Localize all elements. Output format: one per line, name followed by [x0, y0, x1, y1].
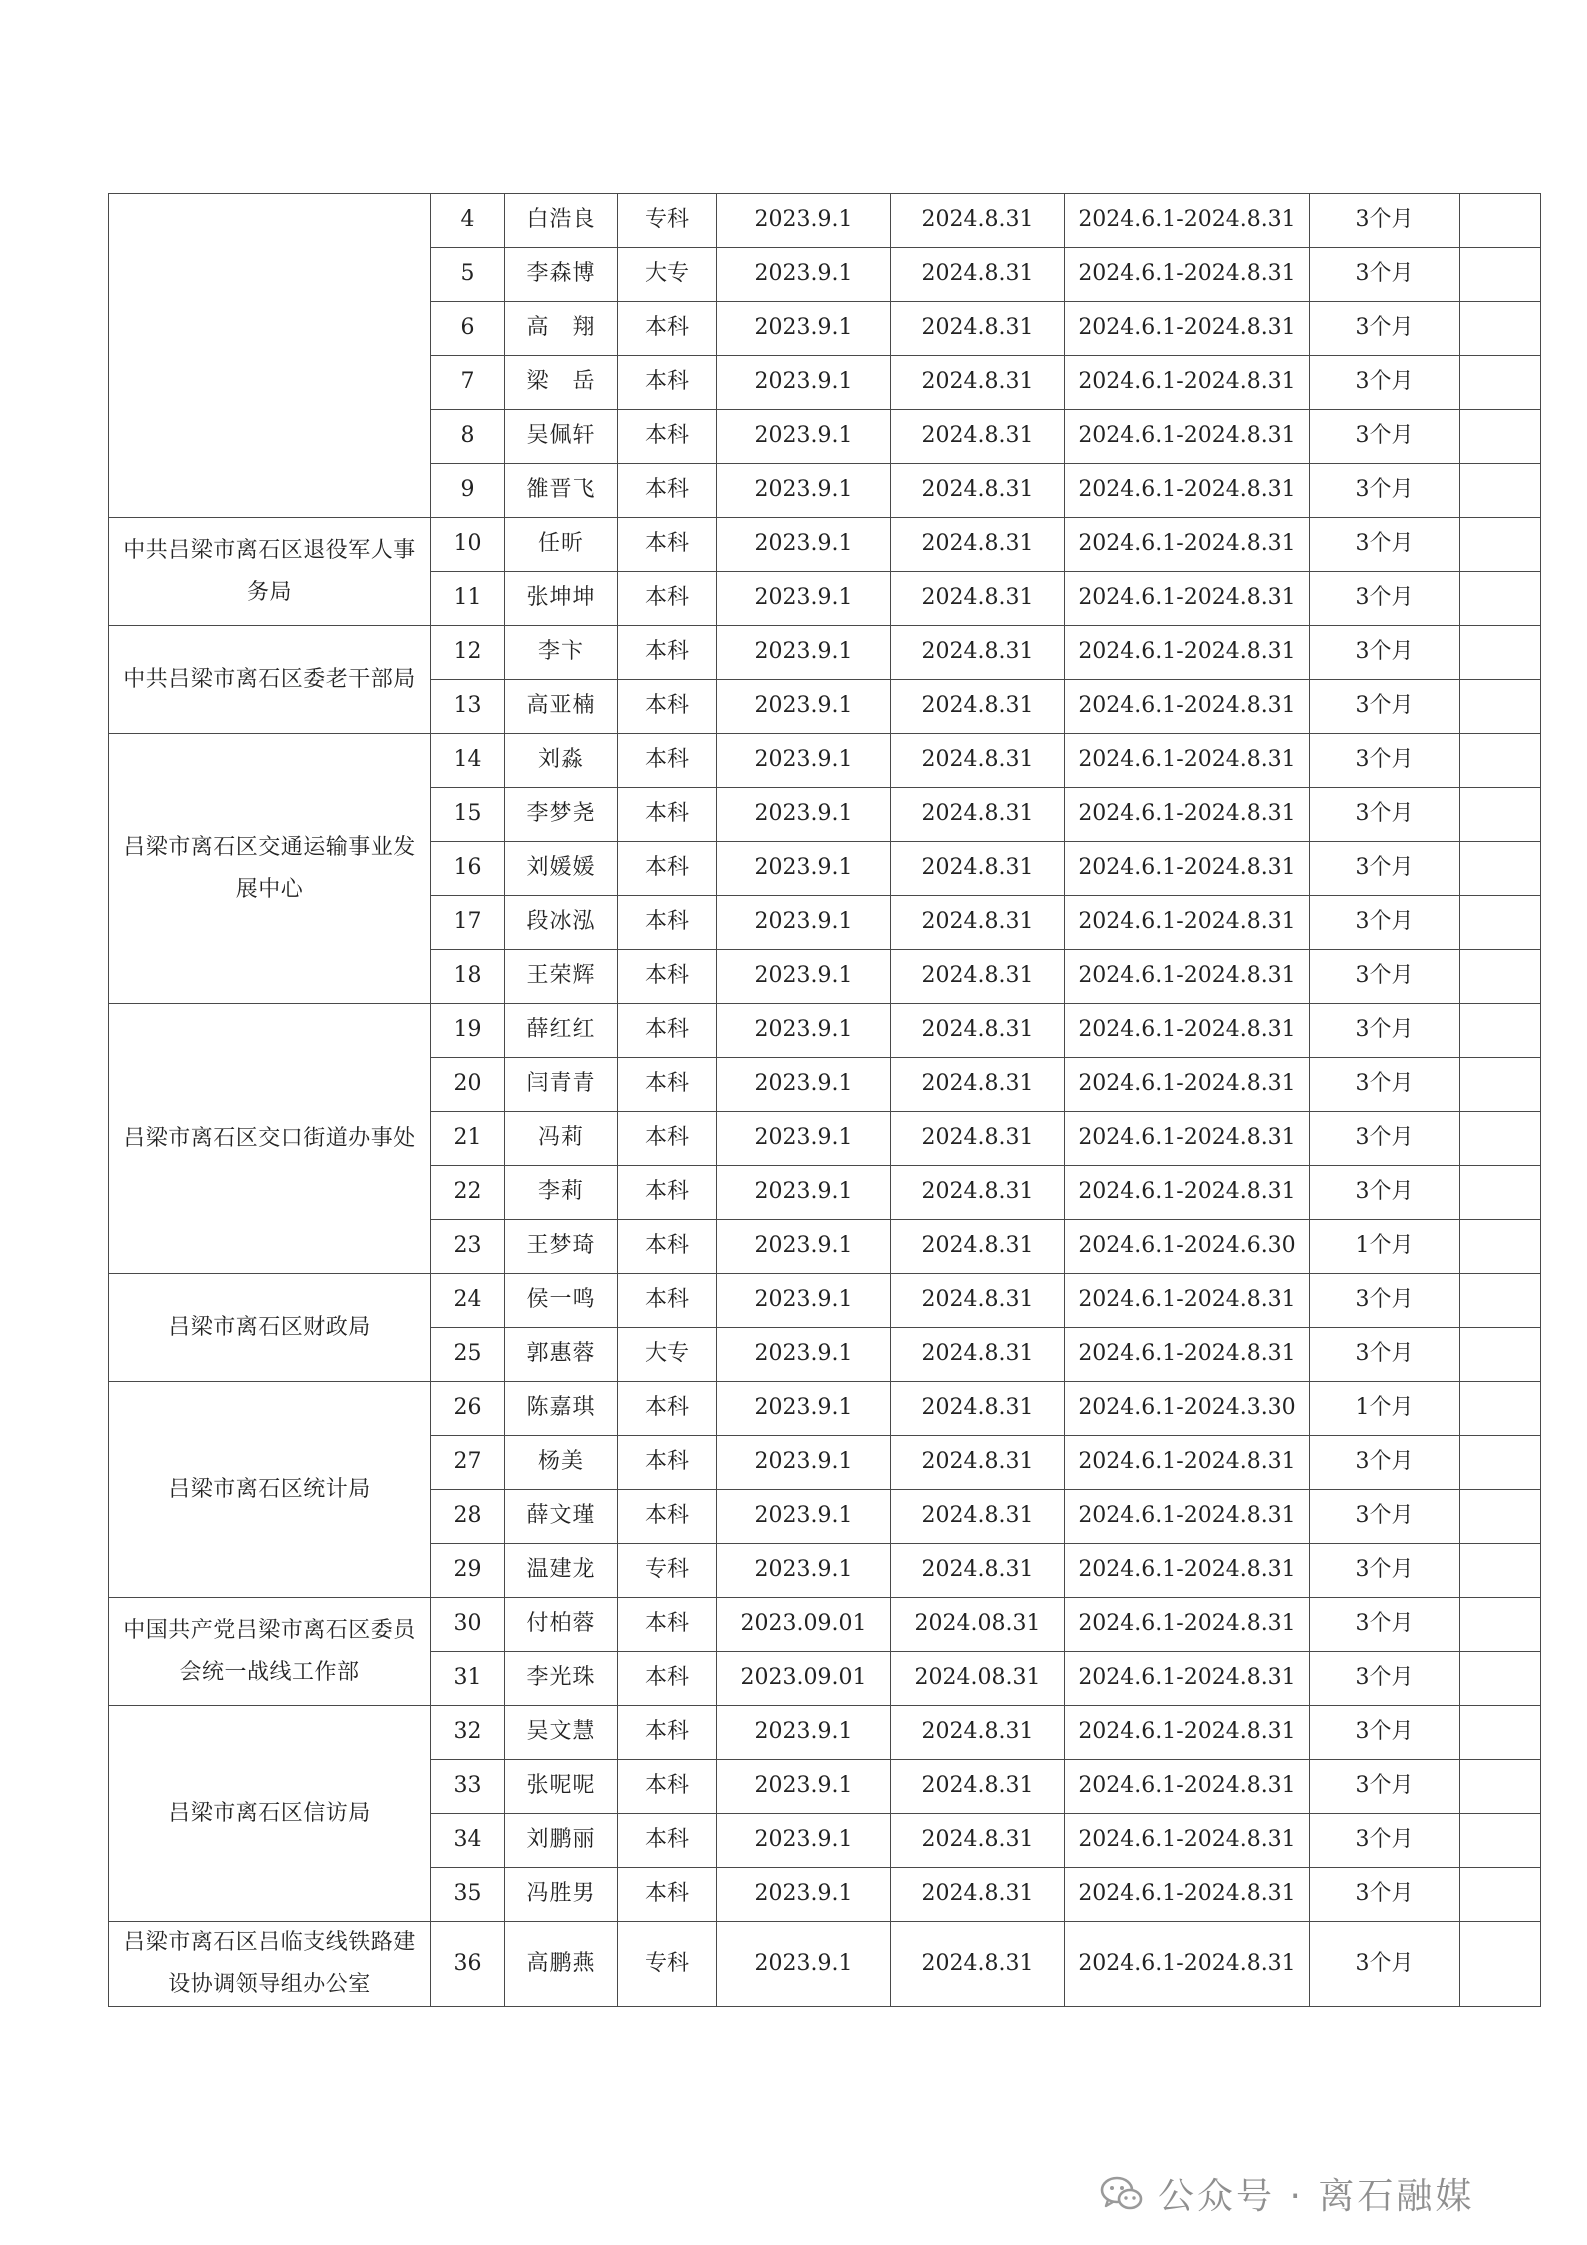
serial-cell: 36	[431, 1922, 505, 2007]
end-date-cell: 2024.8.31	[891, 194, 1065, 248]
start-date-cell: 2023.9.1	[717, 410, 891, 464]
months-cell: 3个月	[1310, 896, 1460, 950]
table-row	[109, 734, 1541, 788]
education-cell: 本科	[618, 788, 717, 842]
note-cell	[1460, 194, 1541, 248]
start-date-cell: 2023.9.1	[717, 356, 891, 410]
education-cell: 本科	[618, 1598, 717, 1652]
end-date-cell: 2024.8.31	[891, 1544, 1065, 1598]
table-row	[109, 626, 1541, 680]
start-date-cell: 2023.09.01	[717, 1598, 891, 1652]
end-date-cell: 2024.8.31	[891, 1328, 1065, 1382]
months-cell: 1个月	[1310, 1220, 1460, 1274]
start-date-cell: 2023.9.1	[717, 1274, 891, 1328]
serial-cell: 10	[431, 518, 505, 572]
education-cell: 本科	[618, 1274, 717, 1328]
subsidy-period-cell: 2024.6.1-2024.8.31	[1065, 1814, 1310, 1868]
education-cell: 本科	[618, 1436, 717, 1490]
months-cell: 3个月	[1310, 464, 1460, 518]
serial-cell: 16	[431, 842, 505, 896]
months-cell: 3个月	[1310, 410, 1460, 464]
serial-cell: 34	[431, 1814, 505, 1868]
start-date-cell: 2023.9.1	[717, 1922, 891, 2007]
serial-cell: 18	[431, 950, 505, 1004]
name-cell: 刘媛媛	[505, 842, 618, 896]
serial-cell: 32	[431, 1706, 505, 1760]
education-cell: 本科	[618, 626, 717, 680]
education-cell: 本科	[618, 1760, 717, 1814]
subsidy-period-cell: 2024.6.1-2024.3.30	[1065, 1382, 1310, 1436]
months-cell: 3个月	[1310, 1436, 1460, 1490]
education-cell: 本科	[618, 518, 717, 572]
note-cell	[1460, 1652, 1541, 1706]
end-date-cell: 2024.8.31	[891, 302, 1065, 356]
end-date-cell: 2024.8.31	[891, 410, 1065, 464]
note-cell	[1460, 1004, 1541, 1058]
months-cell: 3个月	[1310, 1598, 1460, 1652]
education-cell: 大专	[618, 1328, 717, 1382]
watermark	[1100, 2168, 1474, 2219]
end-date-cell: 2024.8.31	[891, 680, 1065, 734]
name-cell: 白浩良	[505, 194, 618, 248]
subsidy-period-cell: 2024.6.1-2024.8.31	[1065, 1274, 1310, 1328]
name-cell: 李光珠	[505, 1652, 618, 1706]
start-date-cell: 2023.9.1	[717, 1112, 891, 1166]
education-cell: 专科	[618, 194, 717, 248]
education-cell: 本科	[618, 734, 717, 788]
table-row	[109, 1004, 1541, 1058]
subsidy-period-cell: 2024.6.1-2024.8.31	[1065, 1004, 1310, 1058]
watermark-text: 公众号 · 离石融媒	[1158, 2176, 1475, 2217]
months-cell: 3个月	[1310, 518, 1460, 572]
end-date-cell: 2024.8.31	[891, 1490, 1065, 1544]
subsidy-period-cell: 2024.6.1-2024.8.31	[1065, 1652, 1310, 1706]
start-date-cell: 2023.9.1	[717, 1166, 891, 1220]
name-cell: 王荣辉	[505, 950, 618, 1004]
serial-cell: 17	[431, 896, 505, 950]
name-cell: 薛红红	[505, 1004, 618, 1058]
wechat-icon	[1100, 2175, 1144, 2213]
months-cell: 3个月	[1310, 1544, 1460, 1598]
note-cell	[1460, 464, 1541, 518]
end-date-cell: 2024.8.31	[891, 464, 1065, 518]
name-cell: 陈嘉琪	[505, 1382, 618, 1436]
note-cell	[1460, 1382, 1541, 1436]
unit-cell: 中国共产党吕梁市离石区委员会统一战线工作部	[109, 1598, 431, 1706]
note-cell	[1460, 1112, 1541, 1166]
internship-table	[108, 193, 1541, 2007]
unit-cell: 中共吕梁市离石区退役军人事务局	[109, 518, 431, 626]
name-cell: 段冰泓	[505, 896, 618, 950]
name-cell: 吴佩轩	[505, 410, 618, 464]
serial-cell: 29	[431, 1544, 505, 1598]
subsidy-period-cell: 2024.6.1-2024.8.31	[1065, 1490, 1310, 1544]
education-cell: 本科	[618, 1166, 717, 1220]
months-cell: 3个月	[1310, 356, 1460, 410]
education-cell: 本科	[618, 1112, 717, 1166]
start-date-cell: 2023.9.1	[717, 1328, 891, 1382]
months-cell: 3个月	[1310, 572, 1460, 626]
end-date-cell: 2024.8.31	[891, 950, 1065, 1004]
start-date-cell: 2023.9.1	[717, 1544, 891, 1598]
months-cell: 3个月	[1310, 626, 1460, 680]
note-cell	[1460, 626, 1541, 680]
name-cell: 郭惠蓉	[505, 1328, 618, 1382]
subsidy-period-cell: 2024.6.1-2024.8.31	[1065, 1868, 1310, 1922]
serial-cell: 22	[431, 1166, 505, 1220]
end-date-cell: 2024.8.31	[891, 1112, 1065, 1166]
serial-cell: 31	[431, 1652, 505, 1706]
end-date-cell: 2024.8.31	[891, 356, 1065, 410]
name-cell: 温建龙	[505, 1544, 618, 1598]
start-date-cell: 2023.9.1	[717, 248, 891, 302]
subsidy-period-cell: 2024.6.1-2024.8.31	[1065, 1706, 1310, 1760]
education-cell: 本科	[618, 1490, 717, 1544]
months-cell: 3个月	[1310, 248, 1460, 302]
table-row	[109, 1382, 1541, 1436]
subsidy-period-cell: 2024.6.1-2024.8.31	[1065, 734, 1310, 788]
serial-cell: 28	[431, 1490, 505, 1544]
unit-cell	[109, 194, 431, 518]
months-cell: 3个月	[1310, 1004, 1460, 1058]
name-cell: 高鹏燕	[505, 1922, 618, 2007]
start-date-cell: 2023.9.1	[717, 194, 891, 248]
end-date-cell: 2024.8.31	[891, 1382, 1065, 1436]
name-cell: 高 翔	[505, 302, 618, 356]
start-date-cell: 2023.9.1	[717, 842, 891, 896]
months-cell: 3个月	[1310, 950, 1460, 1004]
education-cell: 本科	[618, 680, 717, 734]
subsidy-period-cell: 2024.6.1-2024.8.31	[1065, 1112, 1310, 1166]
start-date-cell: 2023.9.1	[717, 1382, 891, 1436]
subsidy-period-cell: 2024.6.1-2024.8.31	[1065, 302, 1310, 356]
note-cell	[1460, 572, 1541, 626]
subsidy-period-cell: 2024.6.1-2024.8.31	[1065, 356, 1310, 410]
unit-cell: 吕梁市离石区吕临支线铁路建设协调领导组办公室	[109, 1922, 431, 2007]
start-date-cell: 2023.9.1	[717, 572, 891, 626]
unit-cell: 吕梁市离石区交通运输事业发展中心	[109, 734, 431, 1004]
education-cell: 本科	[618, 1382, 717, 1436]
education-cell: 本科	[618, 1220, 717, 1274]
start-date-cell: 2023.9.1	[717, 1868, 891, 1922]
serial-cell: 11	[431, 572, 505, 626]
note-cell	[1460, 518, 1541, 572]
start-date-cell: 2023.9.1	[717, 302, 891, 356]
subsidy-period-cell: 2024.6.1-2024.8.31	[1065, 1598, 1310, 1652]
note-cell	[1460, 410, 1541, 464]
name-cell: 雒晋飞	[505, 464, 618, 518]
end-date-cell: 2024.8.31	[891, 1004, 1065, 1058]
months-cell: 3个月	[1310, 1490, 1460, 1544]
start-date-cell: 2023.9.1	[717, 518, 891, 572]
name-cell: 张坤坤	[505, 572, 618, 626]
name-cell: 刘鹏丽	[505, 1814, 618, 1868]
education-cell: 本科	[618, 1814, 717, 1868]
education-cell: 本科	[618, 1652, 717, 1706]
start-date-cell: 2023.9.1	[717, 1058, 891, 1112]
subsidy-period-cell: 2024.6.1-2024.8.31	[1065, 626, 1310, 680]
end-date-cell: 2024.08.31	[891, 1652, 1065, 1706]
serial-cell: 20	[431, 1058, 505, 1112]
note-cell	[1460, 248, 1541, 302]
name-cell: 张呢呢	[505, 1760, 618, 1814]
name-cell: 李梦尧	[505, 788, 618, 842]
months-cell: 3个月	[1310, 734, 1460, 788]
note-cell	[1460, 842, 1541, 896]
start-date-cell: 2023.9.1	[717, 1436, 891, 1490]
end-date-cell: 2024.8.31	[891, 1274, 1065, 1328]
start-date-cell: 2023.9.1	[717, 896, 891, 950]
note-cell	[1460, 1922, 1541, 2007]
subsidy-period-cell: 2024.6.1-2024.8.31	[1065, 518, 1310, 572]
end-date-cell: 2024.8.31	[891, 626, 1065, 680]
months-cell: 1个月	[1310, 1382, 1460, 1436]
note-cell	[1460, 1706, 1541, 1760]
start-date-cell: 2023.9.1	[717, 1814, 891, 1868]
serial-cell: 19	[431, 1004, 505, 1058]
table-row	[109, 1274, 1541, 1328]
serial-cell: 5	[431, 248, 505, 302]
months-cell: 3个月	[1310, 1760, 1460, 1814]
note-cell	[1460, 1274, 1541, 1328]
subsidy-period-cell: 2024.6.1-2024.8.31	[1065, 410, 1310, 464]
serial-cell: 6	[431, 302, 505, 356]
serial-cell: 27	[431, 1436, 505, 1490]
note-cell	[1460, 1058, 1541, 1112]
end-date-cell: 2024.8.31	[891, 518, 1065, 572]
serial-cell: 14	[431, 734, 505, 788]
note-cell	[1460, 1328, 1541, 1382]
start-date-cell: 2023.9.1	[717, 1004, 891, 1058]
months-cell: 3个月	[1310, 680, 1460, 734]
education-cell: 专科	[618, 1922, 717, 2007]
unit-cell: 吕梁市离石区交口街道办事处	[109, 1004, 431, 1274]
serial-cell: 13	[431, 680, 505, 734]
name-cell: 冯胜男	[505, 1868, 618, 1922]
start-date-cell: 2023.9.1	[717, 950, 891, 1004]
note-cell	[1460, 788, 1541, 842]
start-date-cell: 2023.9.1	[717, 626, 891, 680]
note-cell	[1460, 734, 1541, 788]
end-date-cell: 2024.8.31	[891, 788, 1065, 842]
note-cell	[1460, 1166, 1541, 1220]
end-date-cell: 2024.08.31	[891, 1598, 1065, 1652]
subsidy-period-cell: 2024.6.1-2024.8.31	[1065, 896, 1310, 950]
start-date-cell: 2023.9.1	[717, 464, 891, 518]
serial-cell: 30	[431, 1598, 505, 1652]
serial-cell: 15	[431, 788, 505, 842]
subsidy-period-cell: 2024.6.1-2024.8.31	[1065, 464, 1310, 518]
unit-cell: 吕梁市离石区财政局	[109, 1274, 431, 1382]
table-row	[109, 518, 1541, 572]
months-cell: 3个月	[1310, 1112, 1460, 1166]
name-cell: 冯莉	[505, 1112, 618, 1166]
subsidy-period-cell: 2024.6.1-2024.8.31	[1065, 572, 1310, 626]
name-cell: 任昕	[505, 518, 618, 572]
education-cell: 专科	[618, 1544, 717, 1598]
months-cell: 3个月	[1310, 1868, 1460, 1922]
subsidy-period-cell: 2024.6.1-2024.6.30	[1065, 1220, 1310, 1274]
months-cell: 3个月	[1310, 788, 1460, 842]
months-cell: 3个月	[1310, 1706, 1460, 1760]
start-date-cell: 2023.9.1	[717, 680, 891, 734]
start-date-cell: 2023.9.1	[717, 1490, 891, 1544]
name-cell: 杨美	[505, 1436, 618, 1490]
note-cell	[1460, 1598, 1541, 1652]
serial-cell: 7	[431, 356, 505, 410]
end-date-cell: 2024.8.31	[891, 1058, 1065, 1112]
unit-cell: 吕梁市离石区信访局	[109, 1706, 431, 1922]
serial-cell: 21	[431, 1112, 505, 1166]
start-date-cell: 2023.9.1	[717, 1760, 891, 1814]
end-date-cell: 2024.8.31	[891, 896, 1065, 950]
serial-cell: 12	[431, 626, 505, 680]
education-cell: 大专	[618, 248, 717, 302]
name-cell: 李莉	[505, 1166, 618, 1220]
end-date-cell: 2024.8.31	[891, 842, 1065, 896]
table-row	[109, 1922, 1541, 2007]
education-cell: 本科	[618, 1868, 717, 1922]
note-cell	[1460, 1436, 1541, 1490]
education-cell: 本科	[618, 572, 717, 626]
table-body	[109, 194, 1541, 2007]
subsidy-period-cell: 2024.6.1-2024.8.31	[1065, 1328, 1310, 1382]
name-cell: 吴文慧	[505, 1706, 618, 1760]
name-cell: 薛文瑾	[505, 1490, 618, 1544]
subsidy-period-cell: 2024.6.1-2024.8.31	[1065, 788, 1310, 842]
note-cell	[1460, 1220, 1541, 1274]
education-cell: 本科	[618, 896, 717, 950]
months-cell: 3个月	[1310, 1922, 1460, 2007]
name-cell: 王梦琦	[505, 1220, 618, 1274]
start-date-cell: 2023.9.1	[717, 1706, 891, 1760]
education-cell: 本科	[618, 1058, 717, 1112]
education-cell: 本科	[618, 410, 717, 464]
serial-cell: 35	[431, 1868, 505, 1922]
name-cell: 闫青青	[505, 1058, 618, 1112]
note-cell	[1460, 1760, 1541, 1814]
end-date-cell: 2024.8.31	[891, 734, 1065, 788]
months-cell: 3个月	[1310, 842, 1460, 896]
start-date-cell: 2023.9.1	[717, 734, 891, 788]
end-date-cell: 2024.8.31	[891, 572, 1065, 626]
end-date-cell: 2024.8.31	[891, 1166, 1065, 1220]
subsidy-period-cell: 2024.6.1-2024.8.31	[1065, 1166, 1310, 1220]
serial-cell: 24	[431, 1274, 505, 1328]
education-cell: 本科	[618, 1004, 717, 1058]
subsidy-period-cell: 2024.6.1-2024.8.31	[1065, 842, 1310, 896]
subsidy-period-cell: 2024.6.1-2024.8.31	[1065, 680, 1310, 734]
subsidy-period-cell: 2024.6.1-2024.8.31	[1065, 1058, 1310, 1112]
subsidy-period-cell: 2024.6.1-2024.8.31	[1065, 1760, 1310, 1814]
name-cell: 李卞	[505, 626, 618, 680]
serial-cell: 8	[431, 410, 505, 464]
name-cell: 李森博	[505, 248, 618, 302]
months-cell: 3个月	[1310, 1058, 1460, 1112]
education-cell: 本科	[618, 950, 717, 1004]
end-date-cell: 2024.8.31	[891, 1922, 1065, 2007]
start-date-cell: 2023.9.1	[717, 788, 891, 842]
subsidy-period-cell: 2024.6.1-2024.8.31	[1065, 1544, 1310, 1598]
serial-cell: 26	[431, 1382, 505, 1436]
months-cell: 3个月	[1310, 1652, 1460, 1706]
serial-cell: 25	[431, 1328, 505, 1382]
unit-cell: 吕梁市离石区统计局	[109, 1382, 431, 1598]
note-cell	[1460, 1814, 1541, 1868]
note-cell	[1460, 1490, 1541, 1544]
serial-cell: 4	[431, 194, 505, 248]
months-cell: 3个月	[1310, 302, 1460, 356]
education-cell: 本科	[618, 356, 717, 410]
subsidy-period-cell: 2024.6.1-2024.8.31	[1065, 194, 1310, 248]
table-row	[109, 194, 1541, 248]
note-cell	[1460, 680, 1541, 734]
name-cell: 梁 岳	[505, 356, 618, 410]
name-cell: 付柏蓉	[505, 1598, 618, 1652]
subsidy-period-cell: 2024.6.1-2024.8.31	[1065, 1436, 1310, 1490]
months-cell: 3个月	[1310, 1274, 1460, 1328]
subsidy-period-cell: 2024.6.1-2024.8.31	[1065, 1922, 1310, 2007]
end-date-cell: 2024.8.31	[891, 1814, 1065, 1868]
end-date-cell: 2024.8.31	[891, 1436, 1065, 1490]
end-date-cell: 2024.8.31	[891, 1868, 1065, 1922]
note-cell	[1460, 302, 1541, 356]
subsidy-period-cell: 2024.6.1-2024.8.31	[1065, 950, 1310, 1004]
note-cell	[1460, 356, 1541, 410]
months-cell: 3个月	[1310, 194, 1460, 248]
serial-cell: 33	[431, 1760, 505, 1814]
note-cell	[1460, 950, 1541, 1004]
serial-cell: 23	[431, 1220, 505, 1274]
unit-cell: 中共吕梁市离石区委老干部局	[109, 626, 431, 734]
end-date-cell: 2024.8.31	[891, 248, 1065, 302]
subsidy-period-cell: 2024.6.1-2024.8.31	[1065, 248, 1310, 302]
serial-cell: 9	[431, 464, 505, 518]
end-date-cell: 2024.8.31	[891, 1760, 1065, 1814]
months-cell: 3个月	[1310, 1814, 1460, 1868]
note-cell	[1460, 1868, 1541, 1922]
table-row	[109, 1598, 1541, 1652]
end-date-cell: 2024.8.31	[891, 1220, 1065, 1274]
end-date-cell: 2024.8.31	[891, 1706, 1065, 1760]
education-cell: 本科	[618, 842, 717, 896]
education-cell: 本科	[618, 464, 717, 518]
name-cell: 刘淼	[505, 734, 618, 788]
note-cell	[1460, 1544, 1541, 1598]
education-cell: 本科	[618, 1706, 717, 1760]
start-date-cell: 2023.09.01	[717, 1652, 891, 1706]
months-cell: 3个月	[1310, 1328, 1460, 1382]
note-cell	[1460, 896, 1541, 950]
start-date-cell: 2023.9.1	[717, 1220, 891, 1274]
table-row	[109, 1706, 1541, 1760]
months-cell: 3个月	[1310, 1166, 1460, 1220]
name-cell: 侯一鸣	[505, 1274, 618, 1328]
education-cell: 本科	[618, 302, 717, 356]
name-cell: 高亚楠	[505, 680, 618, 734]
